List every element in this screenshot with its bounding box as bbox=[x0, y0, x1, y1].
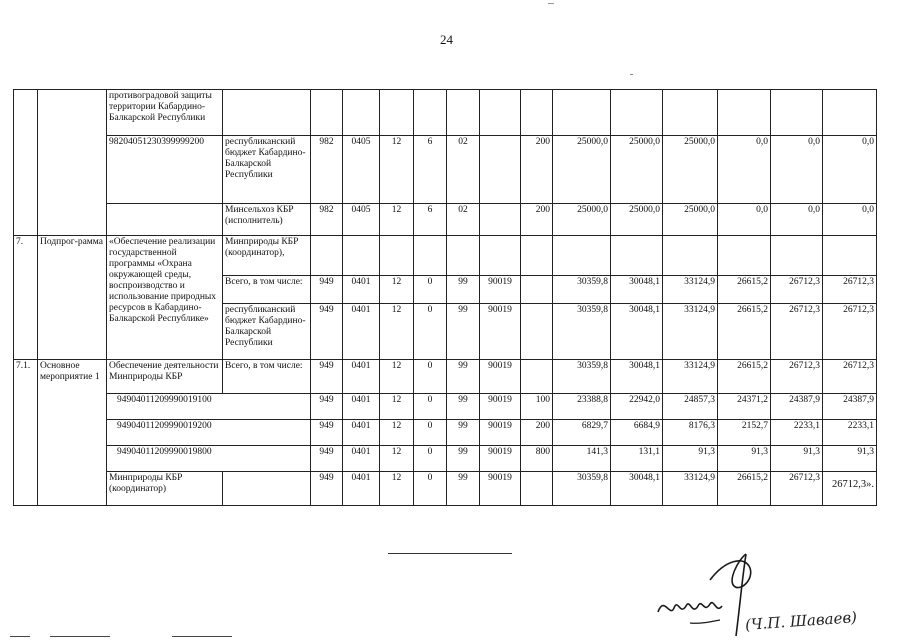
cell-cs2: 99 bbox=[447, 360, 480, 394]
cell-year2: 30048,1 bbox=[611, 276, 663, 304]
cell-number: 7.1. bbox=[14, 360, 38, 506]
cell-year5: 26712,3 bbox=[771, 472, 823, 506]
cell-rz: 0401 bbox=[343, 394, 380, 420]
cell-vr bbox=[521, 472, 553, 506]
cell-grbs: 949 bbox=[311, 394, 343, 420]
cell-cs1: 0 bbox=[414, 304, 447, 360]
cell-cs2: 02 bbox=[447, 204, 480, 236]
table-row bbox=[14, 394, 877, 420]
cell-rz: 0401 bbox=[343, 472, 380, 506]
cell-vr: 100 bbox=[521, 394, 553, 420]
cell-year4: 0,0 bbox=[718, 204, 771, 236]
cell-year4: 26615,2 bbox=[718, 472, 771, 506]
cell-year5: 91,3 bbox=[771, 446, 823, 472]
cell-year3: 25000,0 bbox=[663, 136, 718, 204]
cell-pr: 12 bbox=[380, 394, 414, 420]
footer-line bbox=[50, 636, 110, 637]
cell-year1: 23388,8 bbox=[553, 394, 611, 420]
cell-year5: 26712,3 bbox=[771, 304, 823, 360]
cell-cs3: 90019 bbox=[480, 420, 521, 446]
table-row bbox=[14, 236, 877, 276]
cell-year1: 25000,0 bbox=[553, 136, 611, 204]
cell-grbs: 949 bbox=[311, 360, 343, 394]
cell-year3: 8176,3 bbox=[663, 420, 718, 446]
cell-code: 98204051230399999200 bbox=[107, 136, 223, 204]
cell-year1: 141,3 bbox=[553, 446, 611, 472]
separator-line bbox=[388, 553, 512, 554]
cell-year3: 33124,9 bbox=[663, 360, 718, 394]
cell-cs3: 90019 bbox=[480, 394, 521, 420]
cell-grbs: 982 bbox=[311, 204, 343, 236]
cell-name: Обеспечение деятельности Минприроды КБР bbox=[107, 360, 223, 394]
cell-vr: 800 bbox=[521, 446, 553, 472]
cell-year4: 0,0 bbox=[718, 136, 771, 204]
cell-pr: 12 bbox=[380, 360, 414, 394]
signatory-name: (Ч.П. Шаваев) bbox=[744, 608, 858, 634]
cell-year2: 25000,0 bbox=[611, 204, 663, 236]
cell-year4: 26615,2 bbox=[718, 304, 771, 360]
cell-cs1: 6 bbox=[414, 136, 447, 204]
closing-value: 26712,3». bbox=[832, 479, 874, 490]
cell-year5: 26712,3 bbox=[771, 276, 823, 304]
cell-year3: 25000,0 bbox=[663, 204, 718, 236]
cell-cs2: 99 bbox=[447, 472, 480, 506]
cell-cs3: 90019 bbox=[480, 304, 521, 360]
scan-mark bbox=[548, 3, 554, 4]
cell-grbs: 982 bbox=[311, 136, 343, 204]
cell-cs1: 6 bbox=[414, 204, 447, 236]
cell-cs1: 0 bbox=[414, 360, 447, 394]
table-row bbox=[14, 204, 877, 236]
cell-cs1: 0 bbox=[414, 394, 447, 420]
cell-pr: 12 bbox=[380, 276, 414, 304]
cell-year6 bbox=[823, 472, 877, 506]
cell-year6: 26712,3 bbox=[823, 360, 877, 394]
cell-grbs: 949 bbox=[311, 304, 343, 360]
cell-name: противоградовой защиты территории Кабардино-Балкарской Республики bbox=[107, 90, 223, 136]
table-row bbox=[14, 360, 877, 394]
cell-pr: 12 bbox=[380, 304, 414, 360]
cell-status bbox=[38, 90, 107, 236]
table-row bbox=[14, 472, 877, 506]
cell-year2: 30048,1 bbox=[611, 360, 663, 394]
cell-cs3: 90019 bbox=[480, 276, 521, 304]
cell-year2: 30048,1 bbox=[611, 304, 663, 360]
cell-year3: 91,3 bbox=[663, 446, 718, 472]
cell-grbs: 949 bbox=[311, 420, 343, 446]
cell-year2: 22942,0 bbox=[611, 394, 663, 420]
cell-vr bbox=[521, 276, 553, 304]
cell-vr: 200 bbox=[521, 136, 553, 204]
cell-year5: 0,0 bbox=[771, 204, 823, 236]
cell-year6: 0,0 bbox=[823, 204, 877, 236]
cell-grbs: 949 bbox=[311, 472, 343, 506]
cell-year6: 91,3 bbox=[823, 446, 877, 472]
cell-rz: 0401 bbox=[343, 360, 380, 394]
cell-cs2: 99 bbox=[447, 276, 480, 304]
cell-year1: 25000,0 bbox=[553, 204, 611, 236]
cell-cs1: 0 bbox=[414, 276, 447, 304]
cell-year1: 30359,8 bbox=[553, 360, 611, 394]
cell-pr: 12 bbox=[380, 136, 414, 204]
cell-cs1: 0 bbox=[414, 446, 447, 472]
cell-code: 94904011209990019100 bbox=[107, 394, 311, 420]
cell-number: 7. bbox=[14, 236, 38, 360]
cell-year4: 26615,2 bbox=[718, 276, 771, 304]
cell-cs3: 90019 bbox=[480, 360, 521, 394]
cell-year4: 2152,7 bbox=[718, 420, 771, 446]
cell-pr: 12 bbox=[380, 472, 414, 506]
cell-year5: 2233,1 bbox=[771, 420, 823, 446]
cell-status: Подпрог-рамма bbox=[38, 236, 107, 360]
cell-number bbox=[14, 90, 38, 236]
cell-year3: 33124,9 bbox=[663, 472, 718, 506]
budget-table bbox=[13, 89, 877, 506]
cell-year6: 0,0 bbox=[823, 136, 877, 204]
cell-rz: 0401 bbox=[343, 276, 380, 304]
cell-source: республиканский бюджет Кабардино-Балкарской Республики bbox=[223, 136, 311, 204]
cell-name: «Обеспечение реализации государственной программы «Охрана окружающей среды, воспроизводство и использование природных ресурсов в Кабардино-Балкарской Республике» bbox=[107, 236, 223, 360]
cell-source: республиканский бюджет Кабардино-Балкарской Республики bbox=[223, 304, 311, 360]
footer-line bbox=[172, 636, 232, 637]
cell-rz: 0401 bbox=[343, 446, 380, 472]
cell-year2: 25000,0 bbox=[611, 136, 663, 204]
cell-code: 94904011209990019800 bbox=[107, 446, 311, 472]
cell-year6: 24387,9 bbox=[823, 394, 877, 420]
table-row bbox=[14, 446, 877, 472]
cell-grbs: 949 bbox=[311, 446, 343, 472]
cell-year6: 2233,1 bbox=[823, 420, 877, 446]
table-row bbox=[14, 420, 877, 446]
cell-vr: 200 bbox=[521, 204, 553, 236]
cell-cs1: 0 bbox=[414, 420, 447, 446]
cell-grbs: 949 bbox=[311, 276, 343, 304]
cell-cs2: 99 bbox=[447, 420, 480, 446]
cell-cs2: 99 bbox=[447, 394, 480, 420]
cell-rz: 0405 bbox=[343, 204, 380, 236]
cell-vr: 200 bbox=[521, 420, 553, 446]
cell-year1: 30359,8 bbox=[553, 304, 611, 360]
cell-pr: 12 bbox=[380, 204, 414, 236]
cell-year3: 33124,9 bbox=[663, 276, 718, 304]
cell-year4: 26615,2 bbox=[718, 360, 771, 394]
cell-year2: 30048,1 bbox=[611, 472, 663, 506]
cell-year2: 131,1 bbox=[611, 446, 663, 472]
cell-source: Минприроды КБР (координатор), bbox=[223, 236, 311, 276]
cell-source: Минсельхоз КБР (исполнитель) bbox=[223, 204, 311, 236]
cell-cs3 bbox=[480, 136, 521, 204]
cell-year6: 26712,3 bbox=[823, 304, 877, 360]
cell-source bbox=[223, 90, 311, 136]
table-row bbox=[14, 136, 877, 204]
cell-pr: 12 bbox=[380, 446, 414, 472]
cell-cs2: 99 bbox=[447, 304, 480, 360]
cell-source: Всего, в том числе: bbox=[223, 360, 311, 394]
scan-dot bbox=[630, 74, 633, 75]
cell-name: Минприроды КБР (координатор) bbox=[107, 472, 223, 506]
cell-status: Основное мероприятие 1 bbox=[38, 360, 107, 506]
cell-year3: 33124,9 bbox=[663, 304, 718, 360]
cell-cs3: 90019 bbox=[480, 472, 521, 506]
cell-year5: 0,0 bbox=[771, 136, 823, 204]
cell-cs1: 0 bbox=[414, 472, 447, 506]
table-row bbox=[14, 90, 877, 136]
cell-cs2: 99 bbox=[447, 446, 480, 472]
cell-source bbox=[223, 472, 311, 506]
cell-year2: 6684,9 bbox=[611, 420, 663, 446]
cell-year4: 24371,2 bbox=[718, 394, 771, 420]
cell-year5: 26712,3 bbox=[771, 360, 823, 394]
cell-year6: 26712,3 bbox=[823, 276, 877, 304]
cell-vr bbox=[521, 304, 553, 360]
cell-code: 94904011209990019200 bbox=[107, 420, 311, 446]
cell-year5: 24387,9 bbox=[771, 394, 823, 420]
cell-source: Всего, в том числе: bbox=[223, 276, 311, 304]
cell-year4: 91,3 bbox=[718, 446, 771, 472]
cell-pr: 12 bbox=[380, 420, 414, 446]
page-number: 24 bbox=[440, 32, 453, 47]
cell-year1: 6829,7 bbox=[553, 420, 611, 446]
cell-rz: 0405 bbox=[343, 136, 380, 204]
cell-year3: 24857,3 bbox=[663, 394, 718, 420]
cell-year1: 30359,8 bbox=[553, 472, 611, 506]
cell-cs3 bbox=[480, 204, 521, 236]
cell-cs2: 02 bbox=[447, 136, 480, 204]
footer-line bbox=[10, 636, 30, 637]
cell-rz: 0401 bbox=[343, 420, 380, 446]
cell-vr bbox=[521, 360, 553, 394]
cell-cs3: 90019 bbox=[480, 446, 521, 472]
cell-rz: 0401 bbox=[343, 304, 380, 360]
cell-year1: 30359,8 bbox=[553, 276, 611, 304]
